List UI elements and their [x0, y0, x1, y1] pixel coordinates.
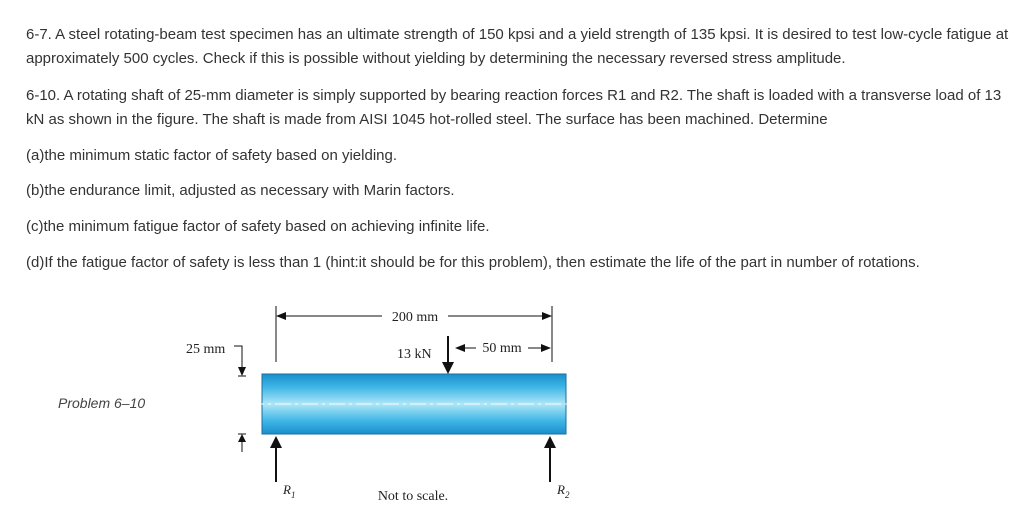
- r2-label: [556, 482, 570, 500]
- length-dimension-label: 200 mm: [391, 310, 439, 325]
- problem-6-10-text: 6-10. A rotating shaft of 25-mm diameter is simply supported by bearing reaction forces R1 and R2. The shaft is loaded with a transverse load of 13 kN as shown in the figure. The shaft is made from AISI 1045 hot-rolled steel. The surface has been machined. Determine: [26, 87, 1002, 128]
- r2-letter: R: [557, 482, 565, 497]
- diameter-dimension: [186, 342, 246, 452]
- part-d-text: (d)If the fatigue factor of safety is less than 1 (hint:it should be for this problem), then estimate the life of the part in number of rotations.: [26, 254, 920, 271]
- load-arrow: [397, 336, 454, 374]
- shaft-diagram: [0, 296, 1024, 524]
- reaction-r1: [270, 436, 295, 500]
- reaction-r2: [544, 436, 570, 500]
- scale-note: Not to scale.: [377, 489, 449, 504]
- problem-6-10-figure: [0, 296, 1024, 524]
- r1-subscript: 1: [290, 490, 296, 500]
- r2-subscript: 2: [564, 490, 570, 500]
- r1-label: [282, 482, 295, 500]
- r1-letter: R: [283, 482, 291, 497]
- diameter-label: 25 mm: [186, 342, 226, 357]
- part-c-text: (c)the minimum fatigue factor of safety based on achieving infinite life.: [26, 218, 490, 235]
- part-b-text: (b)the endurance limit, adjusted as necessary with Marin factors.: [26, 182, 455, 199]
- offset-label: 50 mm: [482, 341, 522, 356]
- offset-dimension: [456, 341, 550, 356]
- figure-caption: Problem 6–10: [58, 395, 146, 411]
- load-label: 13 kN: [397, 347, 432, 362]
- problem-6-7-text: 6-7. A steel rotating-beam test specimen has an ultimate strength of 150 kpsi and a yield strength of 135 kpsi. It is desired to test low-cycle fatigue at approximately 500 cycles. Check if this is possible without yielding by determining the necessary reversed stress amplitude.: [26, 26, 1009, 67]
- part-a-text: (a)the minimum static factor of safety based on yielding.: [26, 147, 398, 164]
